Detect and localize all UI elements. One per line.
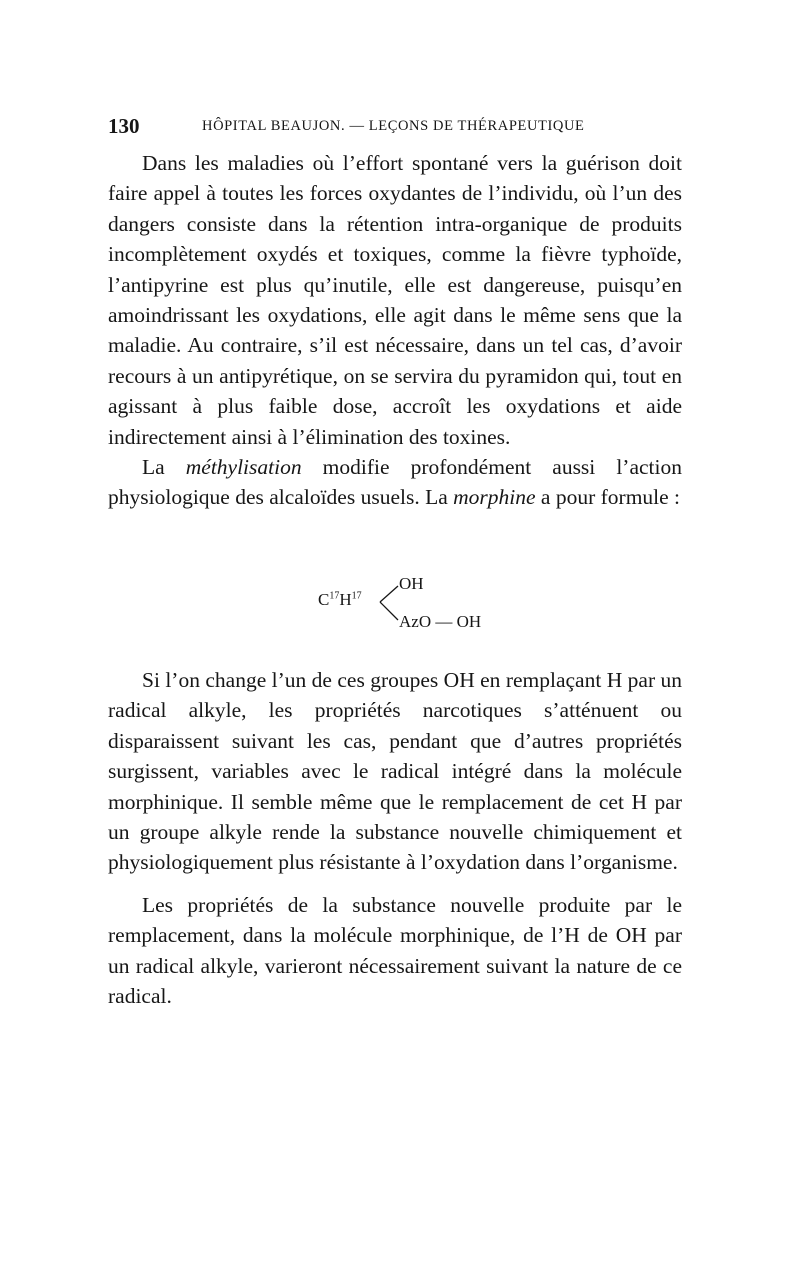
paragraph-text: modifie profondément aussi l’action physiologique des alcaloïdes usuels. La — [108, 455, 682, 510]
paragraph-methylisation — [108, 452, 682, 513]
running-title: HÔPITAL BEAUJON. — LEÇONS DE THÉRAPEUTIQUE — [202, 118, 585, 134]
formula-element-c: C — [318, 590, 330, 609]
page-number: 130 — [108, 114, 140, 138]
paragraph-text: a pour formule : — [535, 485, 681, 510]
formula-subscript-h: 17 — [351, 590, 362, 602]
formula-element-h: H — [339, 590, 352, 609]
formula-subscript-c: 17 — [329, 590, 340, 602]
paragraph-antipyrine: Dans les maladies où l’effort spontané vers la guérison doit faire appel à toutes les forces oxydantes de l’individu, où l’un des dangers consiste dans la rétention intra-organique de produits incomplètement oxydés et toxiques, comme la fièvre typhoïde, l’antipyrine est plus qu’inutile, elle est dangereuse, puisqu’en amoindrissant les oxydations, elle agit dans le même sens que la maladie. Au contraire, s’il est nécessaire, dans un tel cas, d’avoir recours à un antipyrétique, on se servira du pyramidon qui, tout en agissant à plus faible dose, accroît les oxydations et aide indirectement ainsi à l’élimination des toxines. — [108, 151, 682, 449]
formula-branch-bottom: AzO — OH — [399, 612, 482, 631]
morphine-formula — [318, 568, 498, 640]
italic-term-morphine: morphine — [453, 485, 536, 510]
bond-line-bottom — [380, 602, 398, 620]
page-header — [108, 116, 688, 140]
paragraph-text: La — [142, 455, 186, 479]
paragraph-conclusion: Les propriétés de la substance nouvelle produite par le remplacement, dans la molécule morphinique, de l’H de OH par un radical alkyle, varieront nécessairement suivant la nature de ce radical. — [108, 893, 682, 1009]
formula-branch-top: OH — [399, 574, 424, 593]
paragraph-alkyl-substitution: Si l’on change l’un de ces groupes OH en remplaçant H par un radical alkyle, les propriétés narcotiques s’atténuent ou disparaissent suivant les cas, pendant que d’autres propriétés surgissent, variables avec le radical intégré dans la molécule morphinique. Il semble même que le remplacement de cet H par un groupe alkyle rende la substance nouvelle chimiquement et physiologiquement plus résistante à l’oxydation dans l’organisme. — [108, 668, 682, 875]
bond-line-top — [380, 586, 398, 602]
formula-bonds — [318, 568, 408, 640]
italic-term-methylisation: méthylisation — [185, 455, 302, 479]
